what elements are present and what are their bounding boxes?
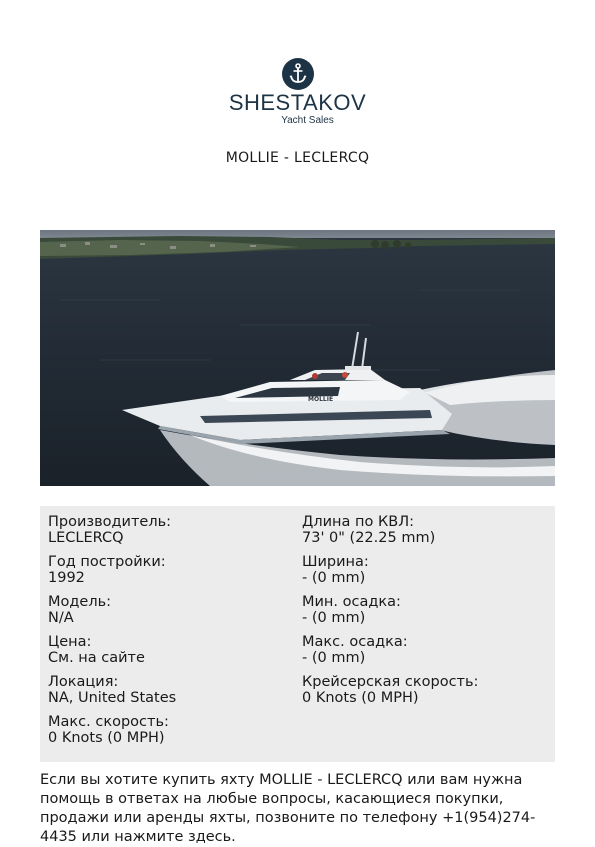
spec-value: 0 Knots (0 MPH) xyxy=(302,690,419,706)
spec-label: Макс. скорость: xyxy=(48,714,169,730)
spec-label: Макс. осадка: xyxy=(302,634,408,650)
spec-value: N/A xyxy=(48,610,74,626)
spec-location xyxy=(48,674,176,714)
spec-cruise-speed xyxy=(302,674,478,714)
company-logo xyxy=(0,58,595,127)
spec-value: - (0 mm) xyxy=(302,610,366,626)
spec-value: LECLERCQ xyxy=(48,530,124,546)
spec-label: Производитель: xyxy=(48,514,172,530)
logo-name: SHESTAKOV xyxy=(228,90,367,115)
spec-label: Год постройки: xyxy=(48,554,166,570)
spec-label: Модель: xyxy=(48,594,112,610)
specifications-panel xyxy=(40,506,555,762)
spec-value: 73' 0" (22.25 mm) xyxy=(302,530,436,546)
yacht-photo xyxy=(40,230,555,486)
specs-right-column xyxy=(302,514,478,714)
spec-value: - (0 mm) xyxy=(302,650,366,666)
contact-description: Если вы хотите купить яхту MOLLIE - LECLERCQ или вам нужна помощь в ответах на любые вопросы, касающиеся покупки, продажи или аренды яхты, позвоните по телефону +1(954)274-4435 или нажмите здесь. xyxy=(40,772,536,845)
spec-label: Цена: xyxy=(48,634,92,650)
spec-label: Локация: xyxy=(48,674,119,690)
spec-label: Длина по КВЛ: xyxy=(302,514,414,530)
spec-model xyxy=(48,594,176,634)
spec-manufacturer xyxy=(48,514,176,554)
anchor-icon xyxy=(282,58,314,90)
specs-left-column xyxy=(48,514,176,754)
spec-label: Мин. осадка: xyxy=(302,594,401,610)
spec-label: Ширина: xyxy=(302,554,369,570)
spec-year xyxy=(48,554,176,594)
spec-value: NA, United States xyxy=(48,690,177,706)
spec-max-draft xyxy=(302,634,478,674)
spec-price xyxy=(48,634,176,674)
spec-waterline-length xyxy=(302,514,478,554)
spec-value: 0 Knots (0 MPH) xyxy=(48,730,165,746)
hull-name: MOLLIE xyxy=(308,396,334,403)
spec-value: См. на сайте xyxy=(48,650,145,666)
spec-beam xyxy=(302,554,478,594)
spec-value: 1992 xyxy=(48,570,85,586)
page-title: MOLLIE - LECLERCQ xyxy=(225,150,370,166)
spec-label: Крейсерская скорость: xyxy=(302,674,479,690)
spec-value: - (0 mm) xyxy=(302,570,366,586)
spec-min-draft xyxy=(302,594,478,634)
spec-max-speed xyxy=(48,714,176,754)
logo-subtitle: Yacht Sales xyxy=(281,115,334,126)
